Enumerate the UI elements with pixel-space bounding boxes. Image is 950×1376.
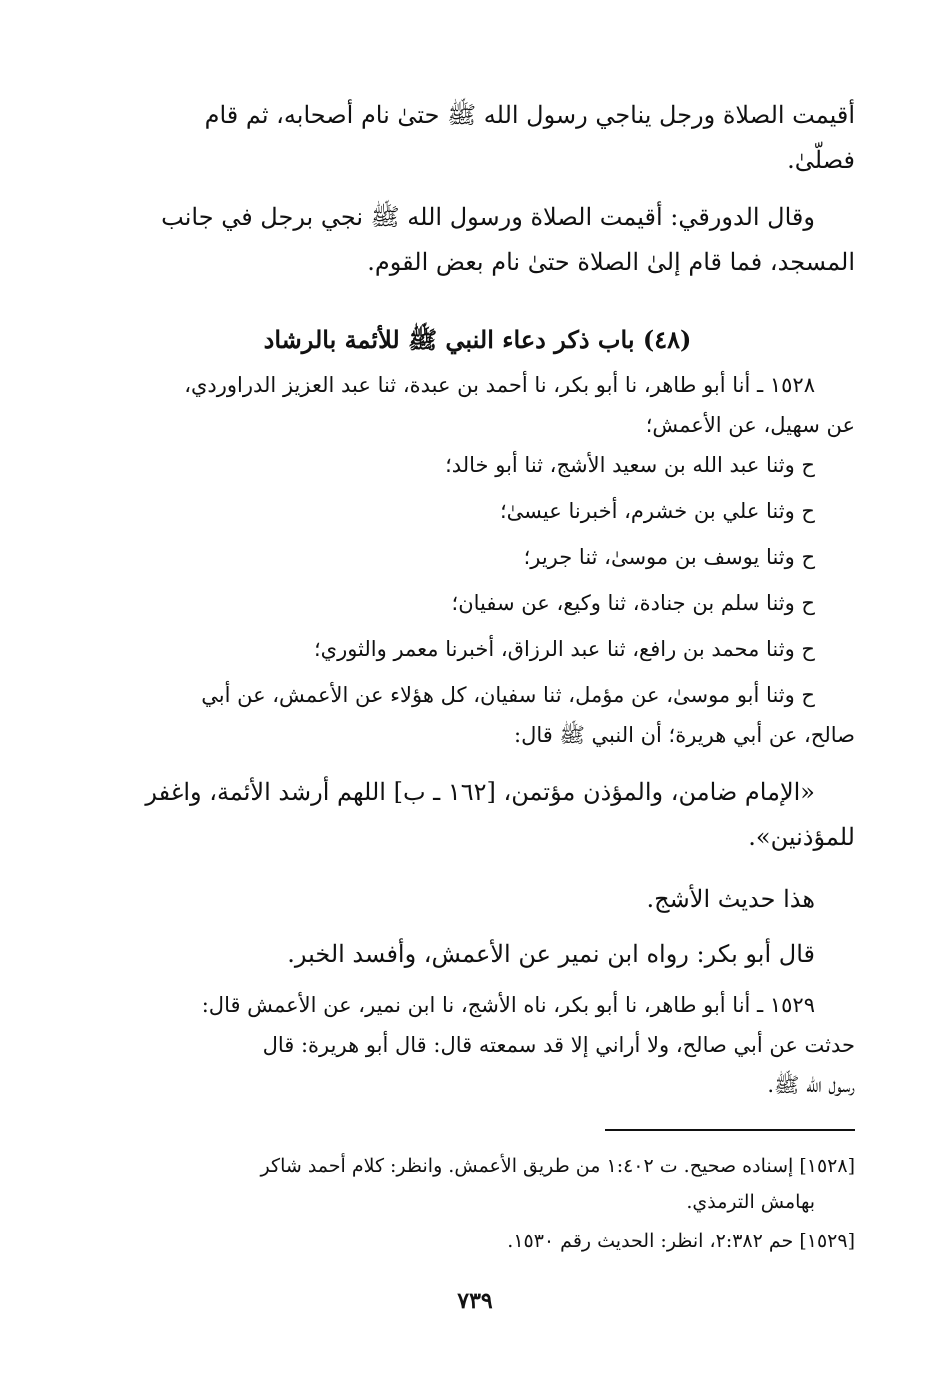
matn-line-2: للمؤذنين». xyxy=(748,823,855,851)
paragraph-2-line-1: وقال الدورقي: أقيمت الصلاة ورسول الله ﷺ نجي برجل في جانب xyxy=(161,203,815,231)
note-abu-bakr xyxy=(100,932,855,977)
paragraph-1-line-2: فصلّىٰ. xyxy=(787,146,855,174)
note-ashajj-text: هذا حديث الأشج. xyxy=(646,885,815,913)
note-ashajj xyxy=(100,877,855,922)
hadith-1528-line-2: عن سهيل، عن الأعمش؛ xyxy=(645,413,855,437)
paragraph-1 xyxy=(100,93,855,183)
hadith-1528-line-1: ١٥٢٨ ـ أنا أبو طاهر، نا أبو بكر، نا أحمد بن عبدة، ثنا عبد العزيز الدراوردي، xyxy=(184,373,815,397)
paragraph-1-line-1: أقيمت الصلاة ورجل يناجي رسول الله ﷺ حتىٰ نام أصحابه، ثم قام xyxy=(204,101,855,129)
note-abu-bakr-text: قال أبو بكر: رواه ابن نمير عن الأعمش، وأفسد الخبر. xyxy=(287,940,815,968)
paragraph-2-line-2: المسجد، فما قام إلىٰ الصلاة حتىٰ نام بعض القوم. xyxy=(367,248,855,276)
matn xyxy=(100,770,855,860)
hadith-1529-line-2: حدثت عن أبي صالح، ولا أراني إلا قد سمعته قال: قال أبو هريرة: قال xyxy=(262,1033,855,1057)
chain-3: ح وثنا يوسف بن موسىٰ، ثنا جرير؛ xyxy=(523,545,815,569)
chain-6-line-2: صالح، عن أبي هريرة؛ أن النبي ﷺ قال: xyxy=(514,723,855,747)
footnote-1529: [١٥٢٩] حم ٢:٣٨٢، انظر: الحديث رقم ١٥٣٠. xyxy=(507,1230,855,1252)
hadith-1529-line-1: ١٥٢٩ ـ أنا أبو طاهر، نا أبو بكر، ناه الأشج، نا ابن نمير، عن الأعمش قال: xyxy=(201,993,815,1017)
hadith-1528 xyxy=(100,362,855,752)
chain-2: ح وثنا علي بن خشرم، أخبرنا عيسىٰ؛ xyxy=(500,499,815,523)
footnote-separator xyxy=(605,1129,855,1131)
footnotes xyxy=(100,1148,855,1262)
chain-6-line-1: ح وثنا أبو موسىٰ، عن مؤمل، ثنا سفيان، كل هؤلاء عن الأعمش، عن أبي xyxy=(201,683,815,707)
footnote-1528-line-1: [١٥٢٨] إسناده صحيح. ت ١:٤٠٢ من طريق الأعمش. وانظر: كلام أحمد شاكر xyxy=(260,1155,855,1177)
footnote-1528-line-2: بهامش الترمذي. xyxy=(686,1191,815,1213)
page-number: ٧٣٩ xyxy=(457,1288,493,1314)
chain-5: ح وثنا محمد بن رافع، ثنا عبد الرزاق، أخبرنا معمر والثوري؛ xyxy=(313,637,815,661)
hadith-1529 xyxy=(100,985,855,1105)
chain-1: ح وثنا عبد الله بن سعيد الأشج، ثنا أبو خالد؛ xyxy=(445,453,815,477)
chapter-heading: (٤٨) باب ذكر دعاء النبي ﷺ للأئمة بالرشاد xyxy=(263,325,692,354)
chain-4: ح وثنا سلم بن جنادة، ثنا وكيع، عن سفيان؛ xyxy=(451,591,815,615)
paragraph-2 xyxy=(100,195,855,285)
hadith-1529-line-3: رسول الله ﷺ. xyxy=(767,1073,855,1097)
matn-line-1: «الإمام ضامن، والمؤذن مؤتمن، [١٦٢ ـ ب] اللهم أرشد الأئمة، واغفر xyxy=(145,778,815,806)
